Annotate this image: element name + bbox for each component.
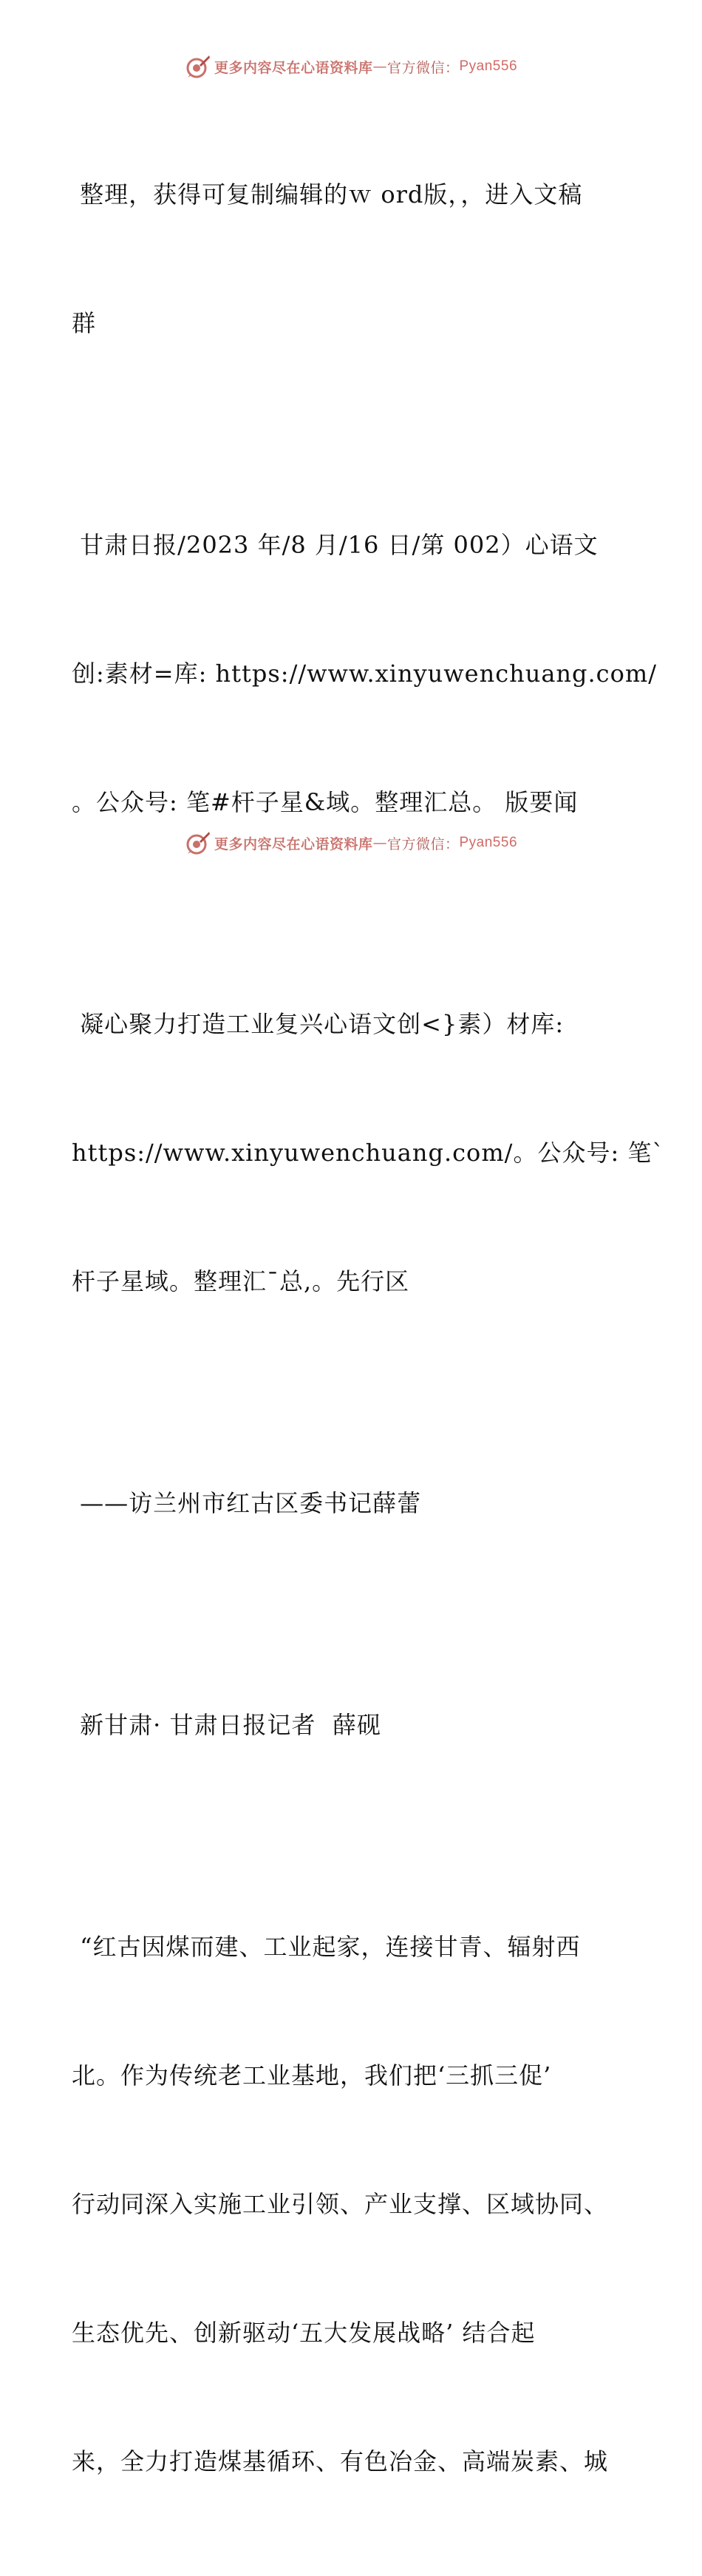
brush-logo-icon (185, 830, 211, 856)
text-line: “红古因煤而建、工业起家，连接甘青、辐射西 (72, 1933, 581, 1961)
text-line: 甘肃日报/2023 年/8 月/16 日/第 002）心语文 (72, 531, 599, 559)
text-line: https://www.xinyuwenchuang.com/。公众号: 笔` (72, 1139, 665, 1167)
banner-dash: — (372, 835, 387, 851)
paragraph-headline (72, 917, 665, 1389)
text-line: 行动同深入实施工业引领、产业支撑、区域协同、 (72, 2190, 609, 2218)
paragraph-subtitle (72, 1396, 633, 1610)
paragraph-byline (72, 1618, 633, 1832)
paragraph-intro (72, 87, 633, 430)
banner-official-label: 官方微信： (386, 59, 460, 76)
text-line: 。公众号: 笔#杆子星&域。整理汇总。 版要闻 (72, 788, 579, 816)
banner-title: 更多内容尽在心语资料库 (214, 835, 373, 853)
paragraph-body (72, 1840, 633, 2569)
brush-logo-icon (185, 53, 211, 80)
banner-wechat-id: Pyan556 (459, 835, 518, 850)
text-line: 凝心聚力打造工业复兴心语文创<}素）材库: (72, 1010, 565, 1038)
banner-official-label: 官方微信： (386, 835, 460, 853)
banner-dash: — (372, 58, 387, 75)
text-line: 新甘肃· 甘肃日报记者 薛砚 (72, 1711, 381, 1739)
text-line: 来，全力打造煤基循环、有色冶金、高端炭素、城 (72, 2447, 609, 2475)
text-line: 生态优先、创新驱动‘五大发展战略’ 结合起 (72, 2319, 536, 2347)
text-line: 杆子星域。整理汇¯总,。先行区 (72, 1267, 410, 1295)
text-line: 创:素材=库: https://www.xinyuwenchuang.com/ (72, 660, 657, 688)
text-line: 整理，获得可复制编辑的ｗ ord版，，进入文稿 (72, 180, 583, 209)
header-banner (0, 50, 702, 83)
text-line: ——访兰州市红古区委书记薛蕾 (72, 1489, 422, 1517)
banner-wechat-id: Pyan556 (459, 58, 518, 74)
text-line: 北。作为传统老工业基地，我们把‘三抓三促’ (72, 2061, 552, 2089)
banner-title: 更多内容尽在心语资料库 (214, 59, 373, 76)
text-line: 群 (72, 309, 97, 337)
document-body (72, 87, 665, 2576)
footer-banner (0, 827, 702, 859)
